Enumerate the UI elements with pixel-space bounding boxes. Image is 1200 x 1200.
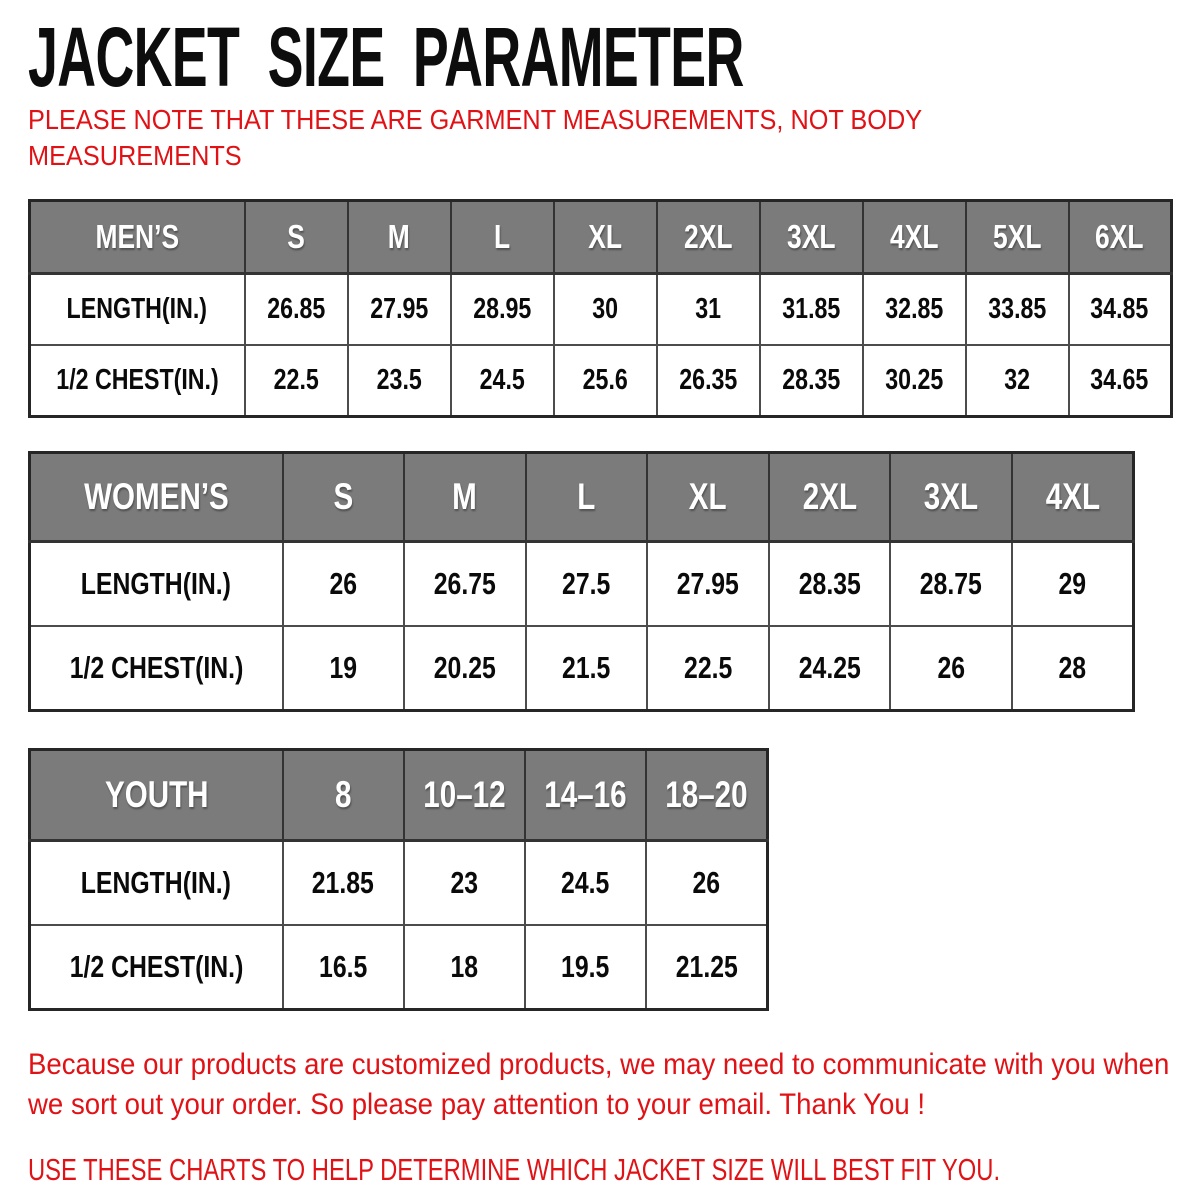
womens-size-header: [769, 452, 891, 541]
mens-value-cell: [245, 273, 348, 345]
page-title-text: JACKET SIZE PARAMETER: [28, 10, 744, 104]
womens-value-cell-text: 28: [1058, 649, 1087, 685]
womens-value-cell: [526, 626, 648, 711]
womens-row-label: [30, 626, 283, 711]
mens-size-header: [348, 200, 451, 273]
womens-value-cell-text: 21.5: [562, 649, 611, 685]
mens-value-cell-text: 30.25: [884, 363, 944, 396]
womens-size-header-text: XL: [689, 475, 727, 517]
mens-value-cell-text: 32.85: [884, 292, 944, 325]
mens-size-header-text: XL: [588, 217, 622, 255]
customization-notice: Because our products are customized products, we may need to communicate with you when we sort out your order. So please pay attention to your email. Thank You !: [28, 1047, 1170, 1122]
youth-size-header-text: 14–16: [544, 773, 627, 815]
womens-size-header-text: 4XL: [1045, 475, 1100, 517]
mens-size-header: [245, 200, 348, 273]
mens-size-header: [554, 200, 657, 273]
page-title: [28, 0, 1172, 104]
mens-value-cell: [1069, 273, 1172, 345]
mens-value-cell-text: 27.95: [369, 292, 429, 325]
youth-row-label: [30, 840, 283, 925]
womens-value-cell: [283, 626, 405, 711]
womens-value-cell-text: 22.5: [683, 649, 733, 685]
mens-value-cell-text: 22.5: [273, 363, 319, 396]
youth-value-cell-text: 24.5: [561, 864, 610, 900]
mens-value-cell-text: 28.95: [472, 292, 532, 325]
womens-data-row: [30, 626, 1134, 711]
mens-value-cell: [863, 345, 966, 417]
youth-size-header: [525, 749, 646, 840]
mens-value-cell-text: 26.35: [678, 363, 738, 396]
youth-value-cell-text: 19.5: [561, 948, 610, 984]
womens-size-header: [1012, 452, 1134, 541]
mens-size-header: [451, 200, 554, 273]
youth-data-row: [30, 925, 768, 1010]
youth-size-header: [283, 749, 404, 840]
youth-size-header: [646, 749, 767, 840]
youth-header-row: [30, 749, 768, 840]
mens-value-cell-text: 34.65: [1090, 363, 1149, 396]
mens-size-header: [760, 200, 863, 273]
mens-value-cell-text: 31.85: [781, 292, 841, 325]
womens-header-row: [30, 452, 1134, 541]
mens-value-cell: [245, 345, 348, 417]
womens-size-header-text: S: [333, 475, 354, 517]
youth-value-cell-text: 21.85: [312, 864, 375, 900]
mens-value-cell: [966, 273, 1069, 345]
youth-value-cell: [283, 840, 404, 925]
mens-value-cell: [966, 345, 1069, 417]
youth-size-table: [28, 748, 769, 1011]
mens-value-cell-text: 31: [695, 292, 721, 325]
mens-size-header-text: L: [493, 217, 511, 255]
mens-row-label: [30, 345, 245, 417]
womens-row-label-text: LENGTH(IN.): [81, 565, 232, 601]
youth-row-label-text: LENGTH(IN.): [81, 864, 232, 900]
mens-data-row: [30, 345, 1172, 417]
womens-value-cell: [1012, 626, 1134, 711]
womens-value-cell: [404, 626, 526, 711]
womens-size-header-text: 3XL: [923, 475, 979, 517]
mens-value-cell-text: 30: [592, 292, 618, 325]
youth-data-row: [30, 840, 768, 925]
mens-value-cell: [348, 345, 451, 417]
womens-value-cell-text: 29: [1058, 565, 1087, 601]
womens-size-header: [283, 452, 405, 541]
womens-value-cell-text: 26.75: [433, 565, 496, 601]
youth-value-cell: [525, 840, 646, 925]
youth-value-cell: [283, 925, 404, 1010]
womens-value-cell-text: 28.35: [798, 565, 861, 601]
mens-value-cell-text: 24.5: [479, 363, 525, 396]
womens-size-header: [404, 452, 526, 541]
chart-usage-instruction: USE THESE CHARTS TO HELP DETERMINE WHICH JACKET SIZE WILL BEST FIT YOU.: [28, 1152, 1001, 1187]
youth-value-cell-text: 18: [450, 948, 479, 984]
mens-header-row: [30, 200, 1172, 273]
mens-value-cell: [554, 345, 657, 417]
mens-value-cell: [760, 273, 863, 345]
womens-value-cell: [404, 541, 526, 626]
womens-value-cell: [890, 626, 1012, 711]
youth-value-cell: [404, 840, 525, 925]
mens-value-cell: [348, 273, 451, 345]
womens-value-cell: [647, 626, 769, 711]
mens-size-header: [863, 200, 966, 273]
mens-value-cell: [760, 345, 863, 417]
mens-size-table: [28, 199, 1173, 418]
youth-value-cell: [646, 840, 767, 925]
youth-size-header-text: 18–20: [665, 773, 748, 815]
womens-size-header-text: 2XL: [802, 475, 857, 517]
womens-value-cell-text: 27.5: [562, 565, 611, 601]
mens-value-cell-text: 32: [1004, 363, 1030, 396]
garment-measurement-note: PLEASE NOTE THAT THESE ARE GARMENT MEASUREMENTS, NOT BODY MEASUREMENTS: [28, 104, 922, 172]
mens-size-header: [966, 200, 1069, 273]
youth-row-label-text: 1/2 CHEST(IN.): [69, 948, 244, 984]
youth-size-header: [404, 749, 525, 840]
womens-size-header: [890, 452, 1012, 541]
youth-size-header-text: 8: [334, 773, 352, 815]
womens-value-cell-text: 28.75: [920, 565, 983, 601]
youth-value-cell-text: 26: [692, 864, 721, 900]
youth-row-label: [30, 925, 283, 1010]
mens-size-header-text: 4XL: [889, 217, 939, 255]
womens-value-cell: [769, 541, 891, 626]
mens-size-header: [1069, 200, 1172, 273]
womens-group-label: [30, 452, 283, 541]
mens-data-row: [30, 273, 1172, 345]
mens-group-label: [30, 200, 245, 273]
womens-value-cell-text: 26: [329, 565, 358, 601]
youth-value-cell-text: 23: [450, 864, 479, 900]
youth-value-cell: [646, 925, 767, 1010]
mens-value-cell-text: 23.5: [376, 363, 422, 396]
mens-value-cell-text: 25.6: [582, 363, 628, 396]
mens-size-header-text: M: [388, 217, 410, 255]
womens-size-table: [28, 451, 1135, 712]
mens-size-header-text: 3XL: [786, 217, 836, 255]
mens-value-cell-text: 28.35: [781, 363, 841, 396]
womens-size-header: [647, 452, 769, 541]
mens-value-cell: [657, 345, 760, 417]
youth-size-header-text: 10–12: [423, 773, 506, 815]
mens-row-label: [30, 273, 245, 345]
womens-value-cell: [890, 541, 1012, 626]
youth-value-cell: [525, 925, 646, 1010]
mens-size-header-text: S: [287, 217, 305, 255]
mens-value-cell: [657, 273, 760, 345]
womens-value-cell-text: 20.25: [433, 649, 496, 685]
mens-size-header-text: 6XL: [1095, 217, 1144, 255]
womens-value-cell-text: 26: [937, 649, 965, 685]
youth-group-label: [30, 749, 283, 840]
womens-value-cell-text: 27.95: [676, 565, 739, 601]
womens-row-label-text: 1/2 CHEST(IN.): [69, 649, 244, 685]
womens-size-header-text: L: [577, 475, 596, 517]
mens-value-cell: [1069, 345, 1172, 417]
youth-value-cell: [404, 925, 525, 1010]
mens-value-cell-text: 34.85: [1090, 292, 1149, 325]
mens-size-header-text: 5XL: [992, 217, 1042, 255]
mens-group-label-text: MEN’S: [95, 217, 180, 255]
youth-group-label-text: YOUTH: [104, 773, 209, 815]
mens-row-label-text: LENGTH(IN.): [67, 292, 208, 325]
womens-size-header-text: M: [452, 475, 478, 517]
mens-row-label-text: 1/2 CHEST(IN.): [56, 363, 219, 396]
mens-value-cell: [451, 345, 554, 417]
womens-data-row: [30, 541, 1134, 626]
mens-value-cell: [554, 273, 657, 345]
youth-value-cell-text: 21.25: [675, 948, 738, 984]
mens-value-cell-text: 26.85: [266, 292, 326, 325]
womens-size-header: [526, 452, 648, 541]
mens-size-header: [657, 200, 760, 273]
mens-value-cell: [863, 273, 966, 345]
womens-value-cell-text: 19: [329, 649, 358, 685]
womens-value-cell: [769, 626, 891, 711]
womens-value-cell: [283, 541, 405, 626]
mens-value-cell: [451, 273, 554, 345]
womens-group-label-text: WOMEN’S: [83, 475, 229, 517]
womens-value-cell: [1012, 541, 1134, 626]
womens-value-cell-text: 24.25: [798, 649, 861, 685]
mens-size-header-text: 2XL: [683, 217, 733, 255]
womens-row-label: [30, 541, 283, 626]
mens-value-cell-text: 33.85: [987, 292, 1047, 325]
youth-value-cell-text: 16.5: [318, 948, 368, 984]
womens-value-cell: [526, 541, 648, 626]
womens-value-cell: [647, 541, 769, 626]
